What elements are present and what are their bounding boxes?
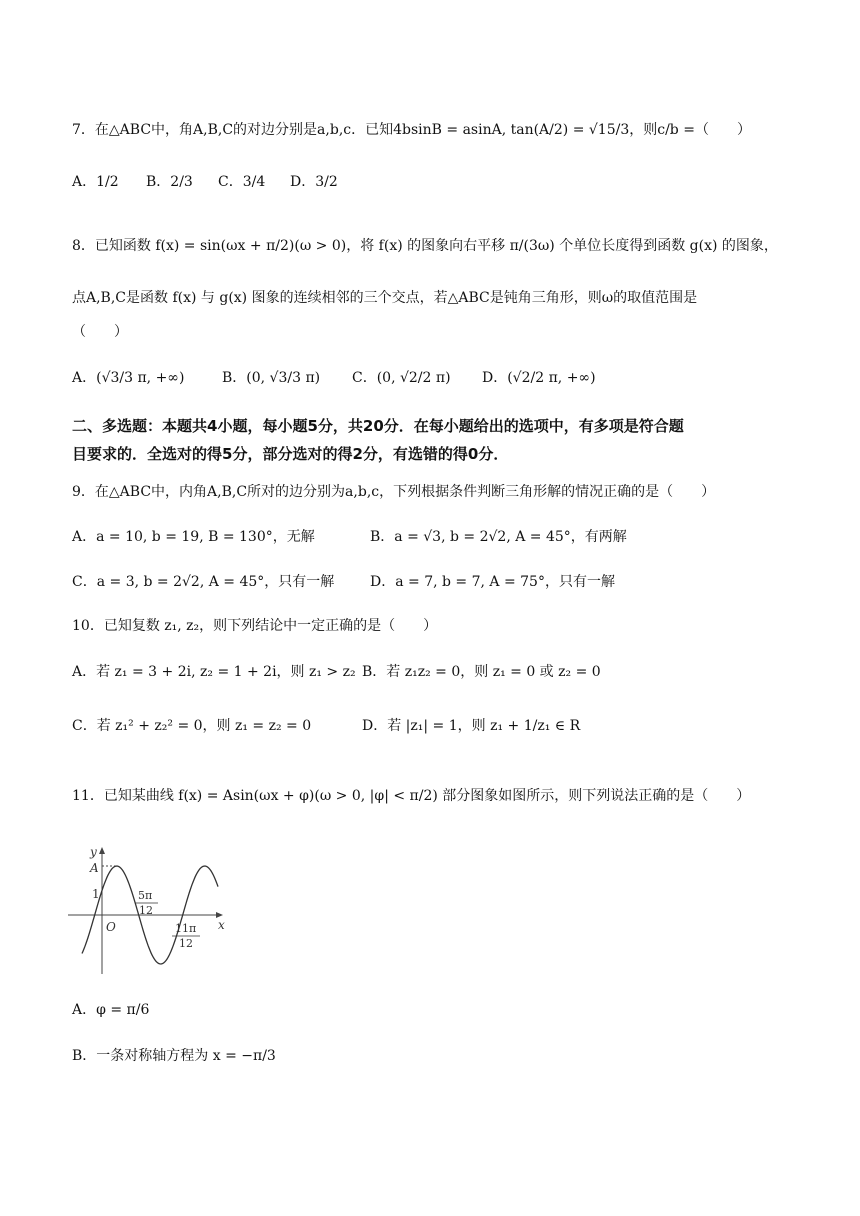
- q7-stem: 7．在△ABC中，角A,B,C的对边分别是a,b,c．已知4bsinB = asinA, tan(A/2) = √15/3，则c/b =（ ）: [72, 122, 751, 138]
- q11-stem: 11．已知某曲线 f(x) = Asin(ωx + φ)(ω > 0, |φ| < π/2) 部分图象如图所示，则下列说法正确的是（ ）: [72, 788, 751, 804]
- q8-stem-line1: 8．已知函数 f(x) = sin(ωx + π/2)(ω > 0)，将 f(x) 的图象向右平移 π/(3ω) 个单位长度得到函数 g(x) 的图象，: [72, 238, 778, 254]
- q8-option-a: A．(√3/3 π, +∞): [72, 370, 185, 386]
- tick2-numerator: 11π: [175, 922, 197, 935]
- tick1-denominator: 12: [139, 904, 153, 917]
- q11-sine-graph: [68, 846, 228, 976]
- q10-stem: 10．已知复数 z₁, z₂，则下列结论中一定正确的是（ ）: [72, 618, 438, 634]
- x-axis-label: x: [218, 918, 225, 932]
- q10-option-d: D．若 |z₁| = 1，则 z₁ + 1/z₁ ∈ R: [362, 718, 581, 734]
- q8-stem-line3: （ ）: [72, 324, 128, 340]
- q10-option-a: A．若 z₁ = 3 + 2i, z₂ = 1 + 2i，则 z₁ > z₂: [72, 664, 356, 680]
- q9-stem: 9．在△ABC中，内角A,B,C所对的边分别为a,b,c，下列根据条件判断三角形解的情况正确的是（ ）: [72, 484, 716, 500]
- q10-option-c: C．若 z₁² + z₂² = 0，则 z₁ = z₂ = 0: [72, 718, 312, 734]
- tick1-numerator: 5π: [138, 889, 153, 902]
- q7-option-b: B．2/3: [146, 174, 193, 190]
- q11-option-b: B．一条对称轴方程为 x = −π/3: [72, 1048, 276, 1064]
- q9-option-d: D．a = 7, b = 7, A = 75°，只有一解: [370, 574, 615, 590]
- tick2-denominator: 12: [179, 937, 193, 950]
- q7-option-a: A．1/2: [72, 174, 119, 190]
- q7-option-c: C．3/4: [218, 174, 266, 190]
- q7-option-d: D．3/2: [290, 174, 338, 190]
- q8-option-b: B．(0, √3/3 π): [222, 370, 321, 386]
- q9-option-b: B．a = √3, b = 2√2, A = 45°，有两解: [370, 529, 627, 545]
- amplitude-label: A: [90, 861, 99, 875]
- y-axis-arrow-icon: [99, 847, 105, 854]
- q8-stem-line2: 点A,B,C是函数 f(x) 与 g(x) 图象的连续相邻的三个交点，若△ABC是钝角三角形，则ω的取值范围是: [72, 290, 698, 306]
- q8-option-d: D．(√2/2 π, +∞): [482, 370, 596, 386]
- y-axis-label: y: [90, 846, 97, 859]
- section2-heading-line1: 二、多选题：本题共4小题，每小题5分，共20分．在每小题给出的选项中，有多项是符合题: [72, 417, 684, 435]
- origin-label: O: [106, 920, 116, 934]
- one-label: 1: [92, 887, 100, 901]
- section2-heading-line2: 目要求的．全选对的得5分，部分选对的得2分，有选错的得0分．: [72, 445, 509, 463]
- q9-option-a: A．a = 10, b = 19, B = 130°，无解: [72, 529, 315, 545]
- q8-option-c: C．(0, √2/2 π): [352, 370, 451, 386]
- q10-option-b: B．若 z₁z₂ = 0，则 z₁ = 0 或 z₂ = 0: [362, 664, 601, 680]
- q9-option-c: C．a = 3, b = 2√2, A = 45°，只有一解: [72, 574, 335, 590]
- q11-option-a: A．φ = π/6: [72, 1002, 150, 1018]
